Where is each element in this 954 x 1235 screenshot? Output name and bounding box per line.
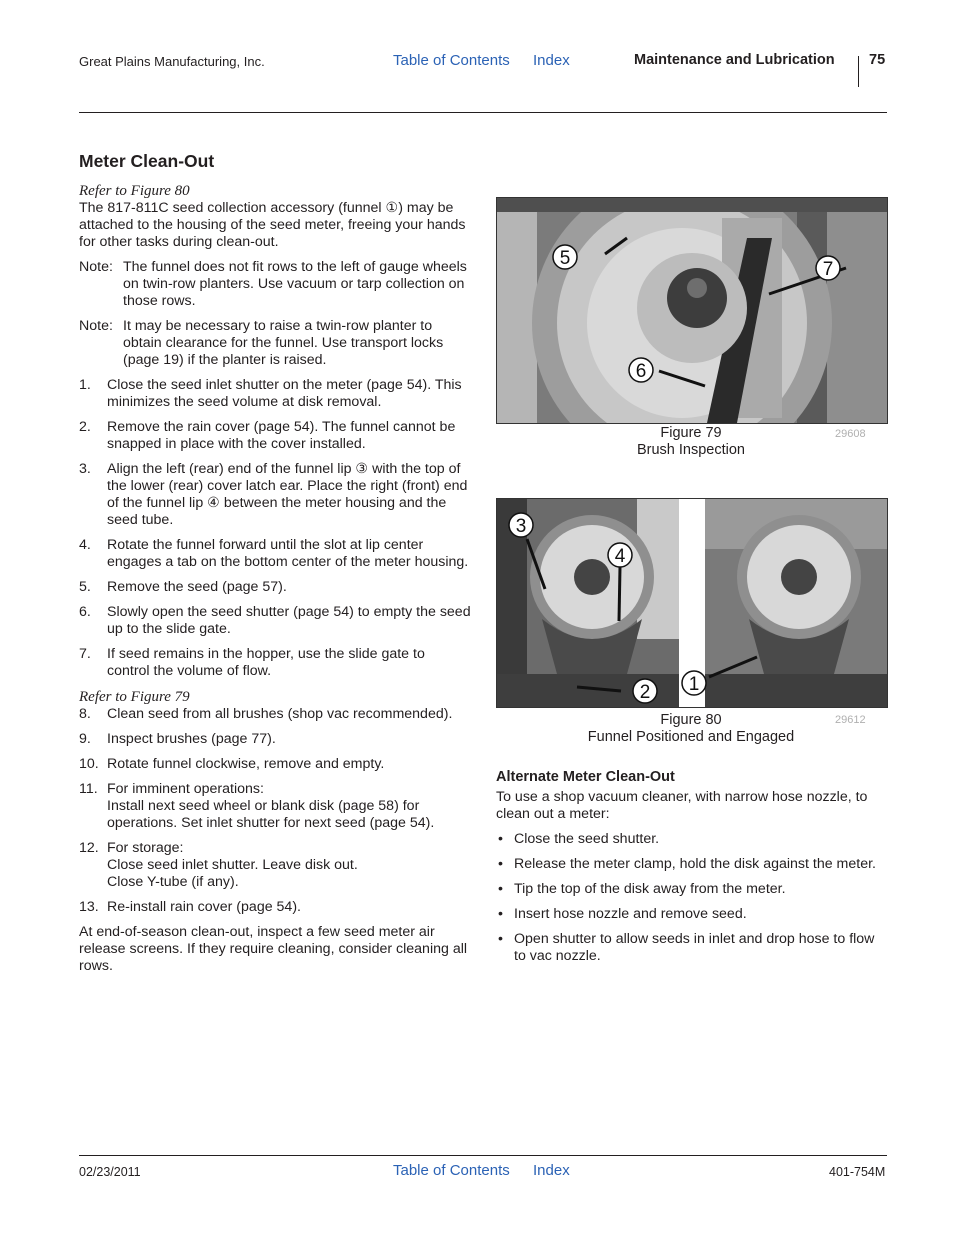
step-line: If seed remains in the hopper, use the slide gate to control the volume of flow. [107,646,425,679]
step-number: 3. [79,461,91,477]
note [79,259,471,310]
footer-doc-number: 401-754M [829,1165,886,1179]
footer-toc-link[interactable]: Table of Contents [393,1162,510,1179]
figure-80-caption [496,712,886,746]
step-number: 4. [79,537,91,553]
step-text [107,537,471,571]
step-item [79,899,471,916]
callout-6: 6 [635,361,647,382]
step-number: 10. [79,756,99,772]
figure-label: Figure 79 [660,425,722,441]
step-item [79,419,471,453]
note-text: It may be necessary to raise a twin-row planter to obtain clearance for the funnel. Use transport locks (page 19) if the planter is raised. [123,318,444,368]
bullet-text: Insert hose nozzle and remove seed. [514,906,747,922]
figure-reference: Refer to Figure 79 [79,689,190,705]
step-number: 1. [79,377,91,393]
step-item [79,579,471,596]
callout-4: 4 [614,546,626,567]
step-item [79,731,471,748]
step-line: Clean seed from all brushes (shop vac recommended). [107,706,453,722]
bullet-item [496,856,888,873]
step-line: For imminent operations: [107,781,264,797]
left-column [79,150,471,983]
figure-title: Brush Inspection [636,442,745,458]
step-text [107,756,471,773]
step-number: 12. [79,840,99,856]
step-text [107,646,471,680]
bullet-icon: • [498,906,503,922]
step-line: Close Y-tube (if any). [107,874,239,890]
step-line: Align the left (rear) end of the funnel lip ③ with the top of the lower (rear) cover latch ear. Place the right (front) end of the funnel lip ④ between the meter housing and the seed tube. [107,461,468,528]
step-number: 11. [79,781,98,797]
footer-rule [79,1155,887,1156]
figure-79-image [496,197,888,424]
callout-2: 2 [639,682,651,703]
step-number: 8. [79,706,91,722]
step-text [107,899,471,916]
bullet-icon: • [498,856,503,872]
figure-number: 29612 [835,714,866,726]
bullet-icon: • [498,881,503,897]
step-text [107,840,471,891]
figure-title: Funnel Positioned and Engaged [587,729,795,745]
step-line: Re-install rain cover (page 54). [107,899,301,915]
step-text [107,377,471,411]
step-number: 13. [79,899,99,915]
step-item [79,781,471,832]
bullet-item [496,881,888,898]
callout-7: 7 [822,259,834,280]
bullet-text: Tip the top of the disk away from the meter. [514,881,786,897]
step-line: Rotate the funnel forward until the slot at lip center engages a tab on the bottom center of the meter housing. [107,537,469,570]
closing-paragraph: At end-of-season clean-out, inspect a few seed meter air release screens. If they require cleaning, consider cleaning all rows. [79,924,468,974]
figure-80-image [496,498,888,708]
footer-index-link[interactable]: Index [533,1162,570,1179]
header-index-link[interactable]: Index [533,52,570,69]
bullet-item [496,906,888,923]
step-text [107,461,471,529]
footer-date: 02/23/2011 [79,1165,141,1179]
bullet-item [496,931,888,965]
alt-intro: To use a shop vacuum cleaner, with narrow hose nozzle, to clean out a meter: [496,789,868,822]
step-line: Install next seed wheel or blank disk (page 58) for operations. Set inlet shutter for next seed (page 54). [107,798,435,831]
company-name: Great Plains Manufacturing, Inc. [79,54,265,69]
step-line: Inspect brushes (page 77). [107,731,276,747]
step-number: 6. [79,604,91,620]
intro-paragraph: The 817-811C seed collection accessory (funnel ①) may be attached to the housing of the seed meter, freeing your hands for other tasks during clean-out. [79,200,466,250]
bullet-text: Release the meter clamp, hold the disk against the meter. [514,856,876,872]
step-item [79,377,471,411]
step-line: For storage: [107,840,184,856]
bullet-item [496,831,888,848]
steps-list [79,706,471,916]
step-item [79,756,471,773]
step-number: 9. [79,731,91,747]
figure-number: 29608 [835,428,866,440]
page-title: Meter Clean-Out [79,151,215,171]
step-text [107,419,471,453]
figure-reference: Refer to Figure 80 [79,183,190,199]
step-item [79,646,471,680]
section-heading: Alternate Meter Clean-Out [496,769,675,785]
callout-5: 5 [559,248,571,269]
header-divider [858,56,859,87]
step-item [79,461,471,529]
bullet-icon: • [498,831,503,847]
step-number: 2. [79,419,91,435]
step-item [79,840,471,891]
step-line: Close seed inlet shutter. Leave disk out. [107,857,358,873]
step-text [107,579,471,596]
step-number: 7. [79,646,91,662]
step-item [79,537,471,571]
bullet-list [496,831,888,965]
page-number: 75 [869,52,886,68]
step-number: 5. [79,579,91,595]
step-item [79,706,471,723]
bullet-text: Open shutter to allow seeds in inlet and drop hose to flow to vac nozzle. [514,931,875,964]
right-column [496,769,888,973]
steps-list [79,377,471,680]
bullet-text: Close the seed shutter. [514,831,660,847]
header-rule [79,112,887,113]
section-title: Maintenance and Lubrication [634,52,835,68]
note-text: The funnel does not fit rows to the left of gauge wheels on twin-row planters. Use vacuum or tarp collection on those rows. [123,259,467,309]
step-line: Rotate funnel clockwise, remove and empty. [107,756,385,772]
step-text [107,731,471,748]
figure-label: Figure 80 [660,712,722,728]
callout-1: 1 [688,674,700,695]
note-label: Note: [79,259,113,275]
step-text [107,604,471,638]
step-line: Close the seed inlet shutter on the meter (page 54). This minimizes the seed volume at disk removal. [107,377,462,410]
header-toc-link[interactable]: Table of Contents [393,52,510,69]
step-text [107,706,471,723]
bullet-icon: • [498,931,503,947]
note [79,318,471,369]
step-text [107,781,471,832]
figure-79-caption [496,425,886,459]
note-label: Note: [79,318,113,334]
step-item [79,604,471,638]
step-line: Remove the seed (page 57). [107,579,287,595]
step-line: Slowly open the seed shutter (page 54) to empty the seed up to the slide gate. [107,604,471,637]
step-line: Remove the rain cover (page 54). The funnel cannot be snapped in place with the cover installed. [107,419,456,452]
callout-3: 3 [515,516,527,537]
